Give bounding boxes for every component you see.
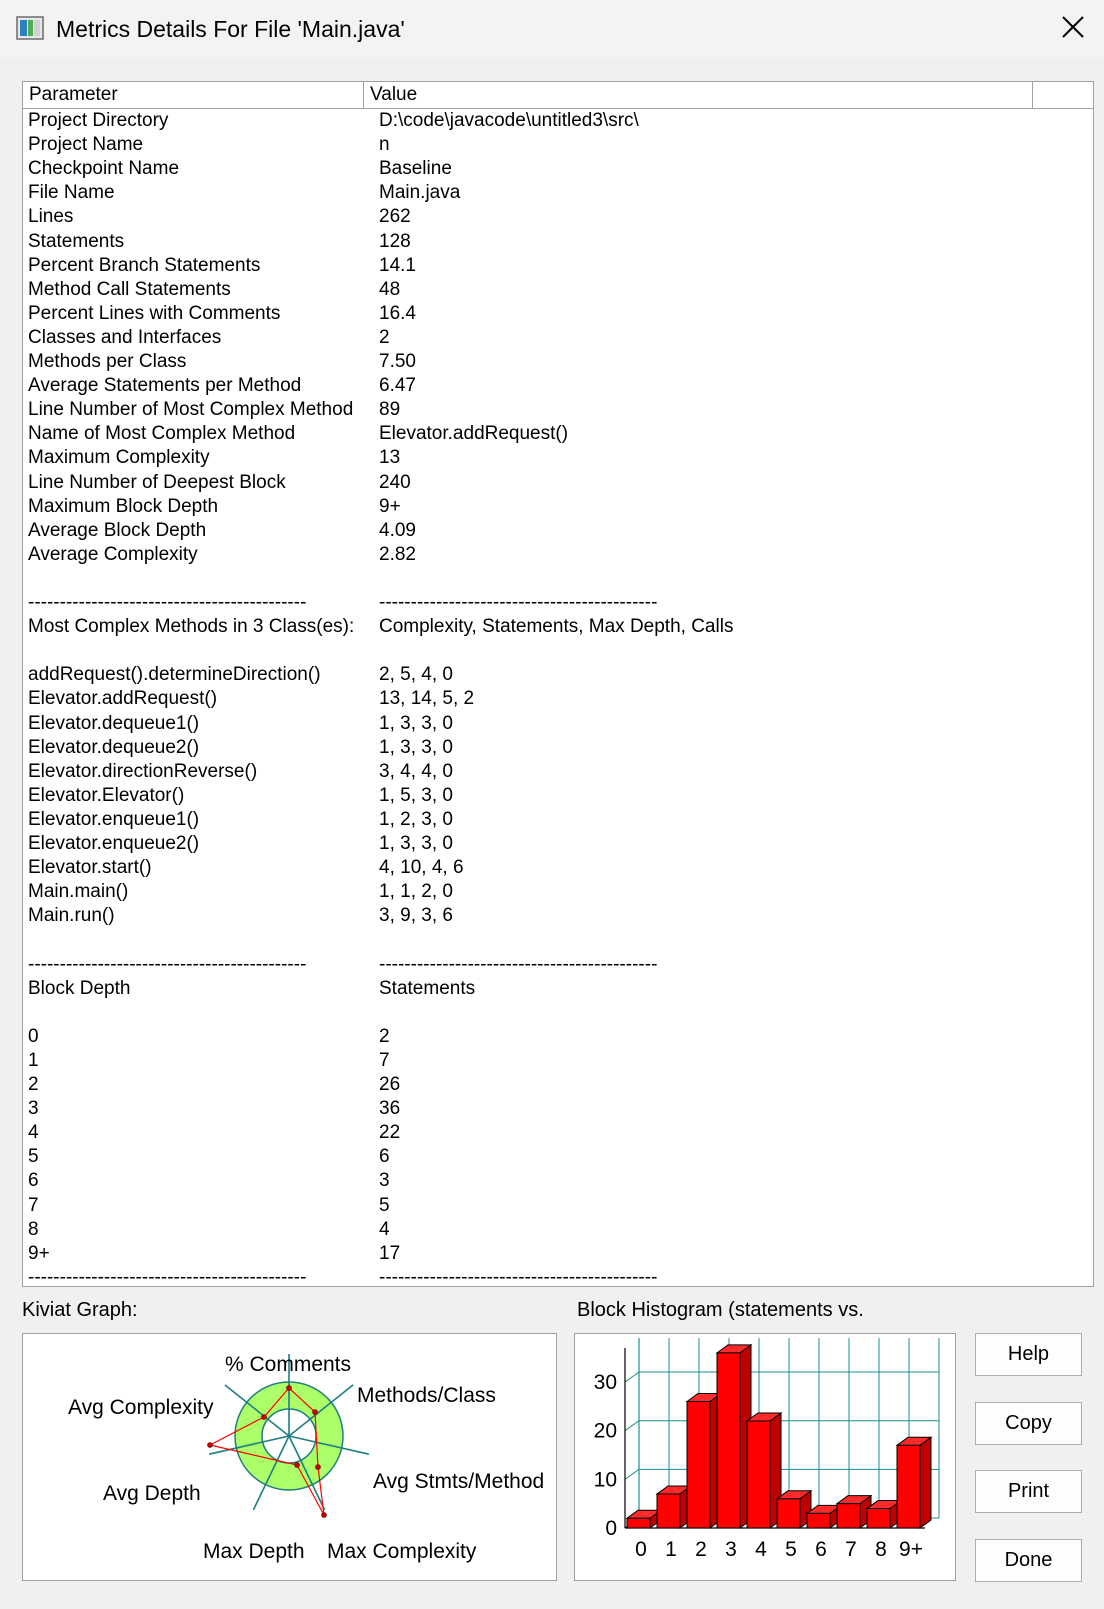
x-tick-label: 8 xyxy=(875,1538,887,1561)
row-value: 6.47 xyxy=(379,375,416,397)
block-histogram-panel xyxy=(574,1333,956,1581)
row-value: 1, 3, 3, 0 xyxy=(379,833,453,854)
table-row[interactable] xyxy=(23,856,1093,880)
row-parameter: Line Number of Most Complex Method xyxy=(28,399,354,421)
grid-line-diagonal xyxy=(625,1372,639,1382)
table-row[interactable] xyxy=(23,1194,1093,1218)
row-parameter: Elevator.dequeue2() xyxy=(28,736,200,758)
kiviat-axis-label-avg-depth: Avg Depth xyxy=(103,1482,201,1505)
table-row[interactable] xyxy=(23,712,1093,736)
row-parameter: Most Complex Methods in 3 Class(es): xyxy=(28,616,355,638)
row-parameter: Percent Lines with Comments xyxy=(28,302,281,324)
row-parameter: -------------------------------------------- xyxy=(28,953,307,975)
table-row[interactable] xyxy=(23,1145,1093,1169)
histogram-bar-side xyxy=(920,1437,931,1528)
kiviat-marker xyxy=(208,1443,213,1448)
row-parameter: Elevator.enqueue1() xyxy=(28,808,200,830)
table-row[interactable] xyxy=(23,543,1093,567)
table-row[interactable] xyxy=(23,1169,1093,1193)
table-row[interactable] xyxy=(23,109,1093,133)
row-value: 3 xyxy=(379,1170,390,1192)
row-value: -------------------------------------------- xyxy=(379,1266,658,1287)
table-row[interactable] xyxy=(23,615,1093,639)
table-row[interactable] xyxy=(23,808,1093,832)
row-parameter: File Name xyxy=(28,182,115,204)
histogram-bar xyxy=(747,1421,770,1528)
kiviat-label: Kiviat Graph: xyxy=(22,1299,138,1321)
table-row[interactable] xyxy=(23,471,1093,495)
x-tick-label: 5 xyxy=(785,1538,797,1561)
row-parameter: Elevator.directionReverse() xyxy=(28,760,258,782)
row-value: 16.4 xyxy=(379,302,416,324)
kiviat-marker xyxy=(287,1386,292,1391)
row-value: 1, 2, 3, 0 xyxy=(379,808,453,830)
row-value: 1, 3, 3, 0 xyxy=(379,712,453,734)
table-row[interactable] xyxy=(23,639,1093,663)
row-parameter: Statements xyxy=(28,230,125,252)
histogram-bar xyxy=(627,1518,650,1528)
row-parameter: Average Block Depth xyxy=(28,519,207,541)
table-row[interactable] xyxy=(23,977,1093,1001)
row-parameter: 2 xyxy=(28,1074,39,1095)
x-tick-label: 7 xyxy=(845,1538,857,1561)
kiviat-axis-label-max-complexity: Max Complexity xyxy=(327,1540,477,1563)
table-row[interactable] xyxy=(23,591,1093,615)
row-parameter: -------------------------------------------- xyxy=(28,1266,307,1287)
histogram-bar xyxy=(717,1353,740,1528)
row-value: -------------------------------------------- xyxy=(379,592,658,613)
x-tick-label: 6 xyxy=(815,1538,827,1561)
row-parameter: 3 xyxy=(28,1098,39,1120)
table-row[interactable] xyxy=(23,205,1093,229)
x-tick-label: 1 xyxy=(665,1538,677,1561)
table-row[interactable] xyxy=(23,519,1093,543)
table-row[interactable] xyxy=(23,784,1093,808)
row-parameter: Checkpoint Name xyxy=(28,158,180,180)
table-row[interactable] xyxy=(23,398,1093,422)
x-tick-label: 9+ xyxy=(899,1538,923,1561)
row-value: 3, 9, 3, 6 xyxy=(379,905,453,927)
row-parameter: Maximum Complexity xyxy=(28,447,210,469)
row-parameter: Elevator.start() xyxy=(28,857,152,879)
row-value: -------------------------------------------- xyxy=(379,953,658,975)
table-row[interactable] xyxy=(23,446,1093,470)
table-row[interactable] xyxy=(23,1242,1093,1266)
histogram-label: Block Histogram (statements vs. xyxy=(577,1299,864,1321)
table-row[interactable] xyxy=(23,1025,1093,1049)
kiviat-axis-label-avg-stmts: Avg Stmts/Method xyxy=(373,1470,545,1493)
table-row[interactable] xyxy=(23,1073,1093,1097)
row-value: 1, 3, 3, 0 xyxy=(379,736,453,758)
kiviat-marker xyxy=(313,1410,318,1415)
row-value: 1, 5, 3, 0 xyxy=(379,784,453,806)
row-parameter: Project Name xyxy=(28,134,144,156)
row-value: 2 xyxy=(379,326,390,348)
row-value: 89 xyxy=(379,399,401,421)
x-tick-label: 0 xyxy=(635,1538,647,1561)
row-value: 2.82 xyxy=(379,543,416,565)
table-row[interactable] xyxy=(23,1049,1093,1073)
row-value: 6 xyxy=(379,1146,390,1168)
row-parameter: addRequest().determineDirection() xyxy=(28,664,321,686)
table-row[interactable] xyxy=(23,1097,1093,1121)
row-parameter: Methods per Class xyxy=(28,351,187,372)
row-value: 48 xyxy=(379,278,401,300)
row-parameter: Average Complexity xyxy=(28,543,198,565)
histogram-bar xyxy=(687,1402,710,1528)
metrics-list[interactable] xyxy=(22,81,1094,1287)
row-parameter: Percent Branch Statements xyxy=(28,254,261,276)
row-parameter: 5 xyxy=(28,1146,39,1168)
kiviat-marker xyxy=(316,1465,321,1470)
x-tick-label: 3 xyxy=(725,1538,737,1561)
table-row[interactable] xyxy=(23,880,1093,904)
row-value: D:\code\javacode\untitled3\src\ xyxy=(379,110,639,131)
row-value: Baseline xyxy=(379,158,452,180)
table-row[interactable] xyxy=(23,302,1093,326)
kiviat-axis-label-methods-class: Methods/Class xyxy=(357,1384,496,1407)
kiviat-axis-label-avg-complexity: Avg Complexity xyxy=(68,1396,214,1419)
kiviat-graph-panel xyxy=(22,1333,557,1581)
x-tick-label: 4 xyxy=(755,1538,767,1561)
table-row[interactable] xyxy=(23,1121,1093,1145)
close-icon[interactable] xyxy=(1040,0,1104,58)
row-value: 4.09 xyxy=(379,519,416,541)
row-parameter: 7 xyxy=(28,1194,39,1216)
title-bar xyxy=(0,0,1104,58)
table-row[interactable] xyxy=(23,953,1093,977)
column-header-value[interactable]: Value xyxy=(370,84,418,105)
list-header xyxy=(23,82,1093,109)
row-parameter: 4 xyxy=(28,1122,39,1144)
app-icon xyxy=(16,16,44,40)
row-parameter: Main.main() xyxy=(28,881,129,903)
row-value: 13, 14, 5, 2 xyxy=(379,688,475,710)
table-row[interactable] xyxy=(23,832,1093,856)
y-tick-label: 20 xyxy=(593,1419,617,1443)
row-value: 9+ xyxy=(379,495,401,517)
table-row[interactable] xyxy=(23,904,1093,928)
row-parameter: Name of Most Complex Method xyxy=(28,423,296,445)
row-value: 3, 4, 4, 0 xyxy=(379,760,453,782)
table-row[interactable] xyxy=(23,278,1093,302)
row-parameter: Elevator.addRequest() xyxy=(28,688,218,710)
row-value: n xyxy=(379,134,390,156)
table-row[interactable] xyxy=(23,1218,1093,1242)
row-parameter: 9+ xyxy=(28,1242,50,1264)
row-value: 7.50 xyxy=(379,351,416,372)
table-row[interactable] xyxy=(23,736,1093,760)
table-row[interactable] xyxy=(23,422,1093,446)
row-parameter: Classes and Interfaces xyxy=(28,326,222,348)
histogram-bar xyxy=(837,1504,860,1528)
kiviat-marker xyxy=(322,1513,327,1518)
histogram-bar xyxy=(777,1499,800,1528)
row-value: 26 xyxy=(379,1074,401,1095)
row-value: 4, 10, 4, 6 xyxy=(379,857,464,879)
row-parameter: Lines xyxy=(28,206,74,228)
row-value: 22 xyxy=(379,1122,401,1144)
grid-line-diagonal xyxy=(625,1421,639,1431)
window-title: Metrics Details For File 'Main.java' xyxy=(56,16,405,42)
row-parameter: 6 xyxy=(28,1170,39,1192)
y-tick-label: 10 xyxy=(593,1468,617,1492)
row-value: 5 xyxy=(379,1194,390,1216)
row-value: 240 xyxy=(379,471,411,493)
row-value: 128 xyxy=(379,230,411,252)
table-row[interactable] xyxy=(23,230,1093,254)
table-row[interactable] xyxy=(23,567,1093,591)
row-value: 17 xyxy=(379,1242,401,1264)
row-parameter: Line Number of Deepest Block xyxy=(28,471,286,493)
row-parameter: Maximum Block Depth xyxy=(28,495,219,517)
row-parameter: 8 xyxy=(28,1218,39,1240)
row-value: 7 xyxy=(379,1049,390,1071)
table-row[interactable] xyxy=(23,374,1093,398)
row-parameter: Block Depth xyxy=(28,977,131,999)
row-value: Statements xyxy=(379,977,476,999)
table-row[interactable] xyxy=(23,181,1093,205)
table-row[interactable] xyxy=(23,1001,1093,1025)
histogram-bar xyxy=(657,1494,680,1528)
row-parameter: Method Call Statements xyxy=(28,278,231,300)
y-tick-label: 30 xyxy=(593,1371,617,1395)
kiviat-axis-label-max-depth: Max Depth xyxy=(203,1540,305,1563)
row-value: 13 xyxy=(379,447,401,469)
row-parameter: 1 xyxy=(28,1049,39,1071)
table-row[interactable] xyxy=(23,350,1093,374)
table-row[interactable] xyxy=(23,928,1093,952)
row-value: 2 xyxy=(379,1025,390,1047)
grid-line-diagonal xyxy=(625,1469,639,1479)
kiviat-graph xyxy=(23,1334,556,1580)
row-parameter: Project Directory xyxy=(28,110,169,131)
table-row[interactable] xyxy=(23,157,1093,181)
column-divider[interactable] xyxy=(1032,82,1033,108)
kiviat-axis-label-comments: % Comments xyxy=(224,1353,352,1376)
row-value: 2, 5, 4, 0 xyxy=(379,664,453,686)
row-parameter: Elevator.Elevator() xyxy=(28,784,185,806)
table-row[interactable] xyxy=(23,326,1093,350)
row-parameter: -------------------------------------------- xyxy=(28,592,307,613)
y-tick-label: 0 xyxy=(605,1517,617,1540)
x-tick-label: 2 xyxy=(695,1538,707,1561)
row-value: Complexity, Statements, Max Depth, Calls xyxy=(379,616,734,638)
row-value: 4 xyxy=(379,1218,390,1240)
row-parameter: Main.run() xyxy=(28,905,115,927)
table-row[interactable] xyxy=(23,1266,1093,1287)
row-parameter: Average Statements per Method xyxy=(28,375,302,397)
table-row[interactable] xyxy=(23,760,1093,784)
row-parameter: Elevator.dequeue1() xyxy=(28,712,200,734)
kiviat-marker xyxy=(295,1463,300,1468)
block-histogram xyxy=(575,1334,955,1580)
row-value: Main.java xyxy=(379,182,461,204)
histogram-bar xyxy=(867,1509,890,1528)
table-row[interactable] xyxy=(23,254,1093,278)
row-value: Elevator.addRequest() xyxy=(379,423,569,445)
histogram-bar xyxy=(897,1445,920,1528)
row-value: 1, 1, 2, 0 xyxy=(379,881,453,903)
kiviat-marker xyxy=(262,1415,267,1420)
row-parameter: Elevator.enqueue2() xyxy=(28,833,200,854)
row-parameter: 0 xyxy=(28,1025,39,1047)
table-row[interactable] xyxy=(23,663,1093,687)
print-button[interactable]: Print xyxy=(975,1470,1082,1513)
row-value: 262 xyxy=(379,206,411,228)
copy-button[interactable]: Copy xyxy=(975,1402,1082,1445)
done-button[interactable]: Done xyxy=(975,1539,1082,1582)
table-row[interactable] xyxy=(23,133,1093,157)
histogram-bar xyxy=(807,1513,830,1528)
row-value: 36 xyxy=(379,1098,401,1120)
table-row[interactable] xyxy=(23,495,1093,519)
table-row[interactable] xyxy=(23,687,1093,711)
row-value: 14.1 xyxy=(379,254,416,276)
column-header-parameter[interactable]: Parameter xyxy=(29,84,118,105)
help-button[interactable]: Help xyxy=(975,1333,1082,1376)
